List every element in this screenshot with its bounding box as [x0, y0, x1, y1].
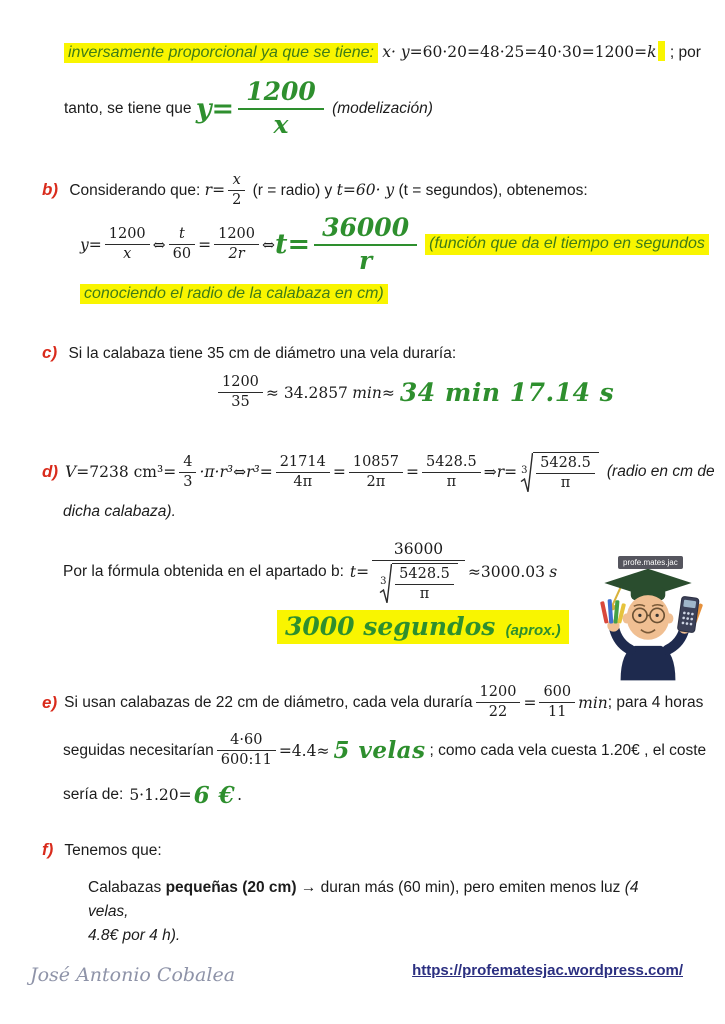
b-equation-block	[80, 213, 705, 303]
section-e-label: e)	[42, 692, 58, 712]
math-chain: =60·20=48·25=40·30=1200=	[409, 43, 648, 61]
e-frac2: $\frac{600}{11}$	[539, 684, 575, 722]
section-f-label: f)	[42, 840, 54, 859]
d-result-text: 3000 segundos	[285, 612, 496, 641]
radical-icon	[520, 452, 533, 493]
section-b-heading	[42, 172, 588, 210]
c-approx-unit: min	[352, 383, 382, 402]
e-eq2: =4.4≈	[278, 741, 330, 760]
teacher-mascot-icon	[582, 556, 714, 684]
radical-icon	[379, 563, 392, 604]
website-link[interactable]: https://profematesjac.wordpress.com/	[412, 962, 683, 979]
d-result-highlight	[277, 610, 569, 644]
section-f-block	[42, 840, 682, 948]
section-e-block	[42, 684, 710, 809]
d-note-1: (radio en cm de	[606, 463, 715, 481]
d-frac2: $\frac{21714}{4\pi}$	[276, 454, 330, 492]
d-mid1: ·π·r³⇔r³=	[199, 463, 273, 482]
b-eq-ylhs: y=	[80, 235, 102, 254]
d-cube-root: 3 $\frac{5428.5}{\pi}$	[520, 452, 599, 493]
b-r-lhs: r=	[204, 180, 226, 199]
e-frac1: $\frac{1200}{22}$	[476, 684, 521, 722]
iff-symbol: ⇔	[152, 235, 166, 254]
d-v-var: V	[65, 463, 77, 482]
d-t-lhs: t=	[349, 562, 370, 581]
equals-symbol: =	[198, 235, 212, 254]
section-c-heading	[42, 343, 456, 363]
model-note: (modelización)	[332, 99, 433, 117]
c-approx: ≈ 34.2857	[265, 383, 348, 402]
d-frac3: $\frac{10857}{2\pi}$	[349, 454, 403, 492]
f-line1b: pequeñas (20 cm)	[165, 879, 297, 896]
d-formula2-text: Por la fórmula obtenida en el apartado b:	[63, 562, 344, 580]
b-result-fraction: $\frac{36000}{r}$	[314, 214, 417, 276]
intro-line2-text: tanto, se tiene que	[64, 99, 192, 117]
f-text-1: Tenemos que:	[64, 842, 162, 859]
d-formula2	[63, 540, 557, 603]
b-result-lhs: t=	[275, 229, 311, 261]
b-eq-frac2: $\frac{t}{60}$	[169, 226, 195, 264]
e-euros-result: 6 €	[193, 781, 236, 809]
f-line1c: → duran más (60 min), pero emiten menos luz	[300, 879, 621, 896]
c-equation	[215, 374, 614, 412]
model-lhs: y=	[195, 93, 235, 125]
math-chain-vars: x· y	[382, 43, 410, 61]
c-fraction: $\frac{1200}{35}$	[218, 374, 263, 412]
b-eq-frac3: $\frac{1200}{2r}$	[214, 226, 259, 264]
signature: José Antonio Cobalea	[30, 964, 236, 986]
intro-highlight: inversamente proporcional ya que se tiene:	[64, 43, 378, 63]
section-d-label: d)	[42, 462, 59, 482]
d-root-fraction-2: $\frac{5428.5}{\pi}$	[395, 566, 454, 604]
d-unit: s	[549, 562, 558, 581]
equals-symbol: =	[332, 463, 346, 482]
e-calc: 5·1.20=	[129, 786, 192, 805]
math-chain-k: k	[647, 43, 657, 61]
d-frac4: $\frac{5428.5}{\pi}$	[422, 454, 481, 492]
b-eq-frac1: $\frac{1200}{x}$	[105, 226, 150, 264]
f-line1a: Calabazas	[88, 879, 162, 896]
intro-tail: ; por	[669, 44, 701, 61]
e-text-1: Si usan calabazas de 22 cm de diámetro, cada vela duraría	[64, 693, 473, 711]
b-text-2: (r = radio) y	[252, 181, 333, 199]
e-frac3: $\frac{4\cdot 60}{600:11}$	[217, 732, 276, 770]
model-fraction: $\frac{1200}{x}$	[238, 78, 324, 140]
e-min-unit: min	[578, 693, 608, 712]
section-c-label: c)	[42, 343, 58, 362]
d-big-fraction: 36000 3 $\frac{5428.5}{\pi}$	[372, 540, 465, 603]
d-implies: ⇒r=	[483, 463, 518, 482]
e-text-2: ; para 4 horas	[607, 693, 704, 711]
f-line2: 4.8€ por 4 h).	[88, 927, 181, 945]
b-t-def: t=60· y	[336, 180, 395, 199]
e-text-3: seguidas necesitarían	[63, 741, 214, 759]
equals-symbol: =	[405, 463, 419, 482]
f-line1d: (4 velas,	[88, 879, 639, 921]
d-v-rest: =7238 cm³=	[76, 463, 177, 482]
b-text-1: Considerando que:	[69, 181, 201, 199]
mascot-badge: profe.mates.jac	[618, 556, 683, 569]
b-r-fraction: $\frac{x}{2}$	[228, 172, 245, 210]
e-text-5: sería de:	[63, 786, 124, 804]
section-d-block	[42, 452, 715, 521]
e-text-4: ; como cada vela cuesta 1.20€ , el coste	[429, 741, 707, 759]
d-note-2: dicha calabaza).	[63, 502, 176, 520]
d-result-suffix: (aprox.)	[505, 622, 561, 639]
approx-symbol: ≈	[381, 383, 395, 402]
intro-paragraph	[64, 41, 714, 140]
d-cube-root-2: 3 $\frac{5428.5}{\pi}$	[379, 563, 458, 604]
iff-symbol-2: ⇔	[262, 235, 276, 254]
e-velas-result: 5 velas	[333, 737, 426, 765]
b-text-3: (t = segundos), obtenemos:	[398, 181, 588, 199]
c-result: 34 min 17.14 s	[399, 378, 615, 408]
section-b-label: b)	[42, 179, 59, 199]
e-dot: .	[237, 786, 243, 805]
d-frac1: $\frac{4}{3}$	[179, 454, 196, 492]
b-note-line2: conociendo el radio de la calabaza en cm)	[80, 284, 388, 304]
f-content	[88, 876, 663, 948]
b-note-line1: (función que da el tiempo en segundos	[425, 234, 709, 255]
c-text: Si la calabaza tiene 35 cm de diámetro una vela duraría:	[68, 345, 457, 362]
equals-symbol: =	[523, 693, 537, 712]
mascot-illustration	[582, 556, 714, 684]
d-approx: ≈3000.03	[467, 562, 545, 581]
d-root-fraction: $\frac{5428.5}{\pi}$	[536, 455, 595, 493]
highlight-strip	[658, 41, 665, 61]
